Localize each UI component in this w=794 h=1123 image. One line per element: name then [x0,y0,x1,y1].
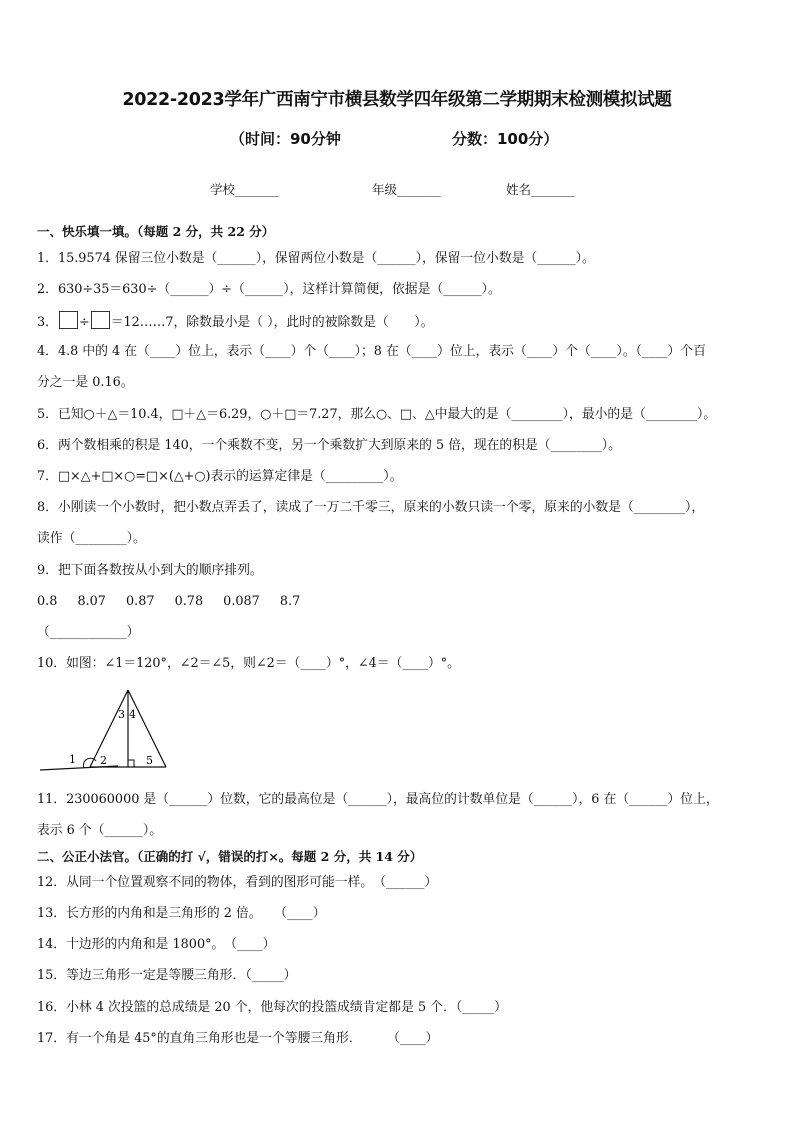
name-field: 姓名_______ [506,182,575,197]
angle-label-4: 4 [129,708,136,721]
question-11-line-1: 11．230060000 是（______）位数，它的最高位是（______），最高位的计数单位是（______），6 在（______）位上， [37,792,719,807]
right-angle-mark [128,760,134,767]
number-item: 0.8 [37,594,58,609]
exam-title: 2022-2023学年广西南宁市横县数学四年级第二学期期末检测模拟试题 [122,90,672,110]
question-12: 12．从同一个位置观察不同的物体，看到的图形可能一样。 （______） [37,875,438,890]
exam-time: （时间：90分钟 [230,130,341,148]
question-16: 16．小林 4 次投篮的总成绩是 20 个，他每次的投篮成绩肯定都是 5 个．（_____） [37,1000,507,1015]
blank-box [59,311,78,329]
triangle-left-side [90,690,128,767]
question-11-line-2: 表示 6 个（______）。 [37,823,163,838]
question-4-line-2: 分之一是 0.16。 [37,375,134,390]
question-4-line-1: 4．4.8 中的 4 在（____）位上，表示（____）个（____）；8 在（____）位上，表示（____）个（____）。（____）个百 [37,344,706,359]
question-3-text: ＝12……7，除数最小是（ ），此时的被除数是（ ）。 [110,315,434,330]
question-9: 9．把下面各数按从小到大的顺序排列。 [37,563,263,578]
question-17: 17．有一个角是 45°的直角三角形也是一个等腰三角形． （____） [37,1031,439,1046]
triangle-figure [38,688,178,778]
angle-label-2: 2 [100,754,107,767]
question-14: 14．十边形的内角和是 1800°。 （____） [37,937,276,952]
number-item: 8.07 [77,594,106,609]
question-3 [37,311,434,333]
question-15: 15．等边三角形一定是等腰三角形．（_____） [37,968,297,983]
question-9-answer: （____________） [37,625,140,640]
section-1-heading: 一、快乐填一填。（每题 2 分，共 22 分） [37,224,275,239]
question-3-number: 3． [37,315,58,330]
section-2-heading: 二、公正小法官。（正确的打 √，错误的打×。每题 2 分，共 14 分） [37,849,423,864]
exam-score: 分数：100分） [452,130,559,148]
question-9-numbers [37,592,316,612]
number-item: 0.78 [174,594,204,609]
angle-label-3: 3 [118,708,125,721]
question-6: 6．两个数相乘的积是 140，一个乘数不变，另一个乘数扩大到原来的 5 倍，现在的积是（________）。 [37,438,621,453]
grade-field: 年级_______ [372,182,441,197]
question-13: 13．长方形的内角和是三角形的 2 倍。 （____） [37,906,326,921]
division-sign: ÷ [78,315,90,330]
number-item: 8.7 [279,594,301,609]
angle-label-5: 5 [146,754,153,767]
question-2: 2．630÷35＝630÷（______）÷（______），这样计算简便，依据是（______）。 [37,282,501,297]
question-1: 1．15.9574 保留三位小数是（______），保留两位小数是（______），保留一位小数是（______）。 [37,251,595,266]
question-5: 5．已知○＋△＝10.4，□＋△＝6.29，○＋□＝7.27，那么○、□、△中最大的是（________），最小的是（________）。 [37,407,717,422]
question-8-line-1: 8．小刚读一个小数时，把小数点弄丢了，读成了一万二千零三，原来的小数只读一个零，原来的小数是（________）， [37,500,705,515]
question-10: 10．如图：∠1＝120°，∠2＝∠5，则∠2＝（____）°，∠4＝（____）°。 [37,656,460,671]
school-field: 学校_______ [210,182,279,197]
number-item: 0.87 [126,594,155,609]
blank-box [91,311,110,329]
question-7: 7．□×△+□×○=□×(△+○)表示的运算定律是（_________）。 [37,469,403,484]
question-8-line-2: 读作（________）。 [37,531,146,546]
number-item: 0.087 [223,594,260,609]
angle-label-1: 1 [69,753,76,766]
